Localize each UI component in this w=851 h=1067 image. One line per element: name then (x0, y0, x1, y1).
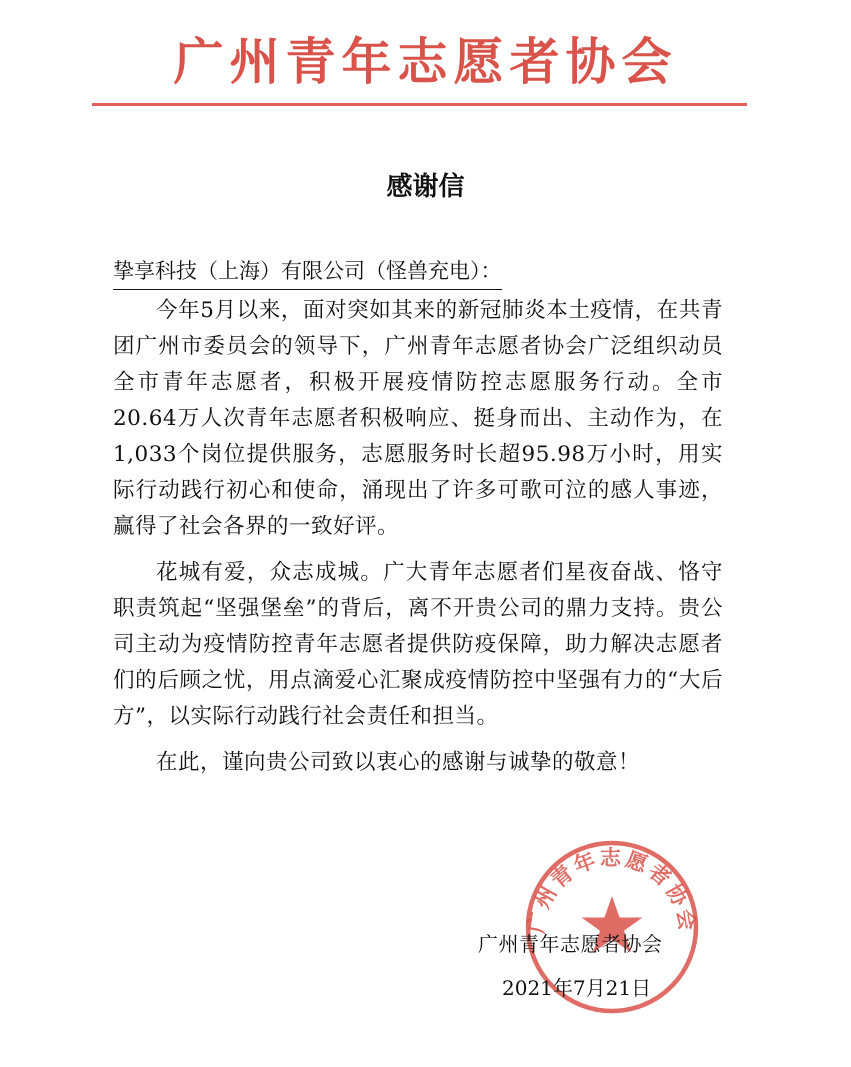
signature-date: 2021年7月21日 (502, 976, 652, 1000)
letter-body (113, 293, 723, 791)
paragraph: 今年5月以来，面对突如其来的新冠肺炎本土疫情，在共青团广州市委员会的领导下，广州青年志愿者协会广泛组织动员全市青年志愿者，积极开展疫情防控志愿服务行动。全市20.64万人次青年志愿者积极响应、挺身而出、主动作为，在1,033个岗位提供服务，志愿服务时长超95.98万小时，用实际行动践行初心和使命，涌现出了许多可歌可泣的感人事迹，赢得了社会各界的一致好评。 (113, 298, 723, 539)
paragraph: 在此，谨向贵公司致以衷心的感谢与诚挚的敬意！ (156, 750, 641, 775)
salutation: 挚享科技（上海）有限公司（怪兽充电）： (113, 253, 502, 290)
paragraph: 花城有爱，众志成城。广大青年志愿者们星夜奋战、恪守职责筑起“坚强堡垒”的背后，离不开贵公司的鼎力支持。贵公司主动为疫情防控青年志愿者提供防疫保障，助力解决志愿者们的后顾之忧，用点滴爱心汇聚成疫情防控中坚强有力的“大后方”，以实际行动践行社会责任和担当。 (113, 560, 723, 729)
document-title: 感谢信 (386, 172, 465, 202)
seal-text: 广州青年志愿者协会 (524, 845, 700, 935)
letterhead-title: 广州青年志愿者协会 (173, 33, 678, 91)
signature-org: 广州青年志愿者协会 (478, 932, 663, 956)
letterhead-divider (92, 103, 747, 106)
